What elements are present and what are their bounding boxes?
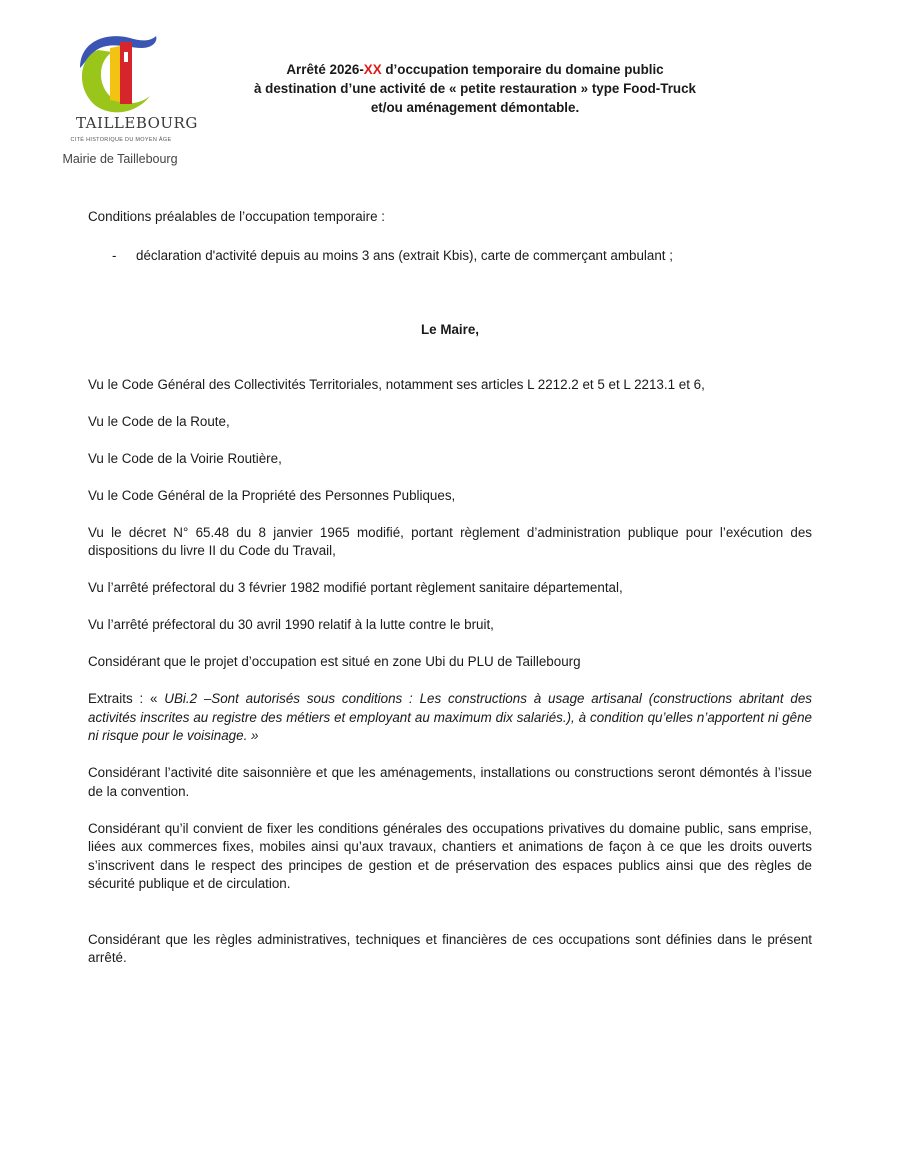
title-prefix: Arrêté 2026- (286, 62, 364, 77)
le-maire-heading: Le Maire, (420, 322, 480, 337)
considerant-paragraph: Considérant l’activité dite saisonnière et que les aménagements, installations ou constructions seront démontés à l’issue de la convention. (88, 765, 812, 799)
taillebourg-emblem-icon (58, 28, 182, 118)
title-suffix: d’occupation temporaire du domaine public (381, 62, 664, 77)
logo-mairie-label: Mairie de Taillebourg (62, 152, 178, 166)
title-number-placeholder: XX (363, 62, 382, 77)
considerant-paragraph: Considérant que les règles administratives, techniques et financières de ces occupations sont définies dans le présent arrêté. (88, 931, 812, 965)
title-line-3: et/ou aménagement démontable. (370, 100, 580, 115)
document-body (88, 208, 812, 968)
vu-paragraph: Vu l’arrêté préfectoral du 30 avril 1990 relatif à la lutte contre le bruit, (88, 617, 494, 632)
extraits-paragraph (88, 690, 812, 746)
extraits-label: Extraits : « (88, 691, 165, 706)
bullet-text: déclaration d'activité depuis au moins 3 ans (extrait Kbis), carte de commerçant ambulant ; (136, 247, 673, 263)
logo-brand-text: TAILLEBOURG (76, 114, 198, 132)
considerant-paragraph: Considérant que le projet d’occupation est situé en zone Ubi du PLU de Taillebourg (88, 654, 581, 669)
title-line-2: à destination d’une activité de « petite restauration » type Food-Truck (254, 81, 696, 96)
vu-paragraph: Vu le décret N° 65.48 du 8 janvier 1965 modifié, portant règlement d’administration publique pour l’exécution des dispositions du livre II du Code du Travail, (88, 524, 812, 558)
conditions-title: Conditions préalables de l’occupation temporaire : (88, 209, 386, 224)
document-title (230, 60, 720, 117)
vu-paragraph: Vu le Code Général des Collectivités Territoriales, notamment ses articles L 2212.2 et 5 et L 2213.1 et 6, (88, 376, 705, 392)
vu-paragraph: Vu l’arrêté préfectoral du 3 février 1982 modifié portant règlement sanitaire départemental, (88, 580, 623, 595)
vu-paragraph: Vu le Code de la Voirie Routière, (88, 450, 282, 466)
logo-subtitle: CITÉ HISTORIQUE DU MOYEN ÂGE (70, 137, 172, 143)
condition-bullet-item (112, 247, 812, 266)
taillebourg-logo (58, 28, 198, 170)
vu-paragraph: Vu le Code Général de la Propriété des Personnes Publiques, (88, 487, 456, 503)
title-line-1 (230, 60, 720, 79)
bullet-dash: - (112, 247, 117, 263)
extraits-quote: UBi.2 –Sont autorisés sous conditions : Les constructions à usage artisanal (constructions abritant des activités inscrites au registre des métiers et employant au maximum dix salariés.), à condition qu’elles n’apportent ni gêne ni risque pour le voisinage. » (88, 691, 812, 743)
considerant-paragraph: Considérant qu’il convient de fixer les conditions générales des occupations privatives du domaine public, sans emprise, liées aux commerces fixes, mobiles ainsi qu’aux travaux, chantiers et animations de façon à ce que les droits ouverts s’inscrivent dans le respect des principes de gestion et de préservation des espaces publics ainsi que des règles de sécurité publique et de circulation. (88, 820, 812, 891)
vu-paragraph: Vu le Code de la Route, (88, 413, 230, 429)
